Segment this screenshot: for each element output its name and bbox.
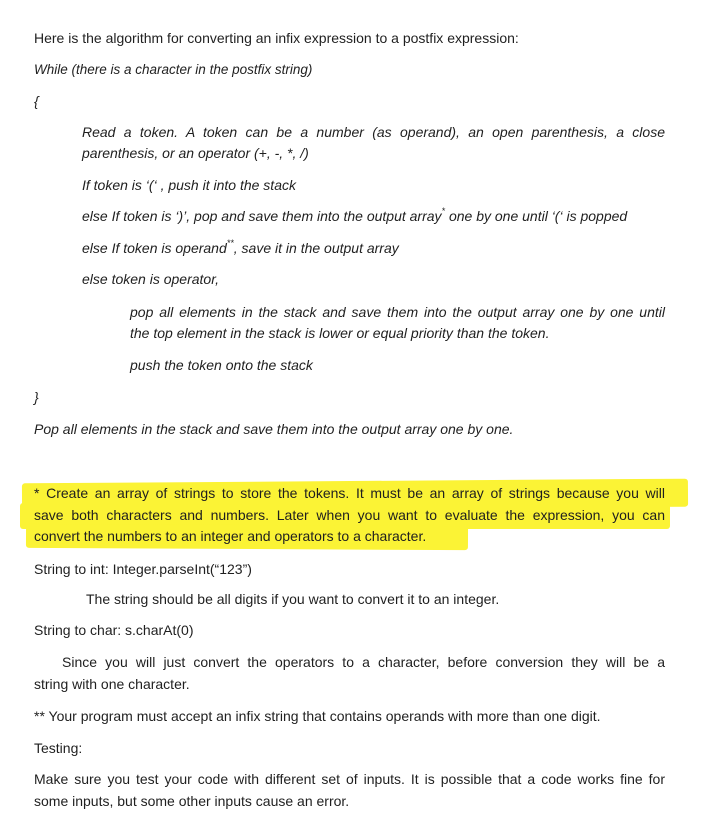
pop-remaining-line: Pop all elements in the stack and save them into the output array one by one. — [34, 421, 514, 437]
intro-text: Here is the algorithm for converting an infix expression to a postfix expression: — [34, 30, 519, 46]
read-token-line-2: parenthesis, or an operator (+, -, *, /) — [82, 145, 309, 161]
else-close-paren-line — [82, 207, 627, 225]
if-open-paren-line: If token is ‘(‘ , push it into the stack — [82, 177, 296, 193]
pop-all-line-2: the top element in the stack is lower or equal priority than the token. — [130, 325, 550, 341]
string-to-int-line: String to int: Integer.parseInt(“123”) — [34, 561, 252, 577]
push-token-line: push the token onto the stack — [130, 357, 313, 373]
close-brace: } — [34, 389, 39, 405]
else-close-text-b: one by one until ‘(‘ is popped — [445, 208, 628, 224]
multi-digit-line: ** Your program must accept an infix string that contains operands with more than one digit. — [34, 708, 601, 724]
note-line-2: save both characters and numbers. Later when you want to evaluate the expression, you can — [34, 507, 665, 523]
digits-note-line: The string should be all digits if you want to convert it to an integer. — [86, 591, 500, 607]
testing-heading: Testing: — [34, 740, 83, 756]
while-line: While (there is a character in the postfix string) — [34, 62, 313, 77]
testing-line-1: Make sure you test your code with different set of inputs. It is possible that a code works fine for — [34, 771, 665, 787]
string-to-char-line: String to char: s.charAt(0) — [34, 622, 194, 638]
footnote-marker-double: ** — [226, 238, 234, 249]
else-operand-text-b: , save it in the output array — [233, 240, 399, 256]
testing-line-2: some inputs, but some other inputs cause an error. — [34, 793, 350, 809]
open-brace: { — [34, 93, 39, 109]
note-line-1: * Create an array of strings to store the tokens. It must be an array of strings because you will — [34, 485, 665, 501]
else-operand-text-a: else If token is operand — [82, 240, 227, 256]
since-line-1: Since you will just convert the operators to a character, before conversion they will be a — [62, 654, 665, 670]
since-line-2: string with one character. — [34, 676, 190, 692]
else-operator-line: else token is operator, — [82, 271, 219, 287]
read-token-line-1: Read a token. A token can be a number (as operand), an open parenthesis, a close — [82, 124, 665, 140]
footnote-marker-single: * — [441, 206, 446, 217]
else-operand-line — [82, 239, 399, 257]
pop-all-line-1: pop all elements in the stack and save them into the output array one by one until — [130, 304, 665, 320]
note-line-3: convert the numbers to an integer and operators to a character. — [34, 528, 427, 544]
else-close-text-a: else If token is ‘)’, pop and save them into the output array — [82, 208, 442, 224]
